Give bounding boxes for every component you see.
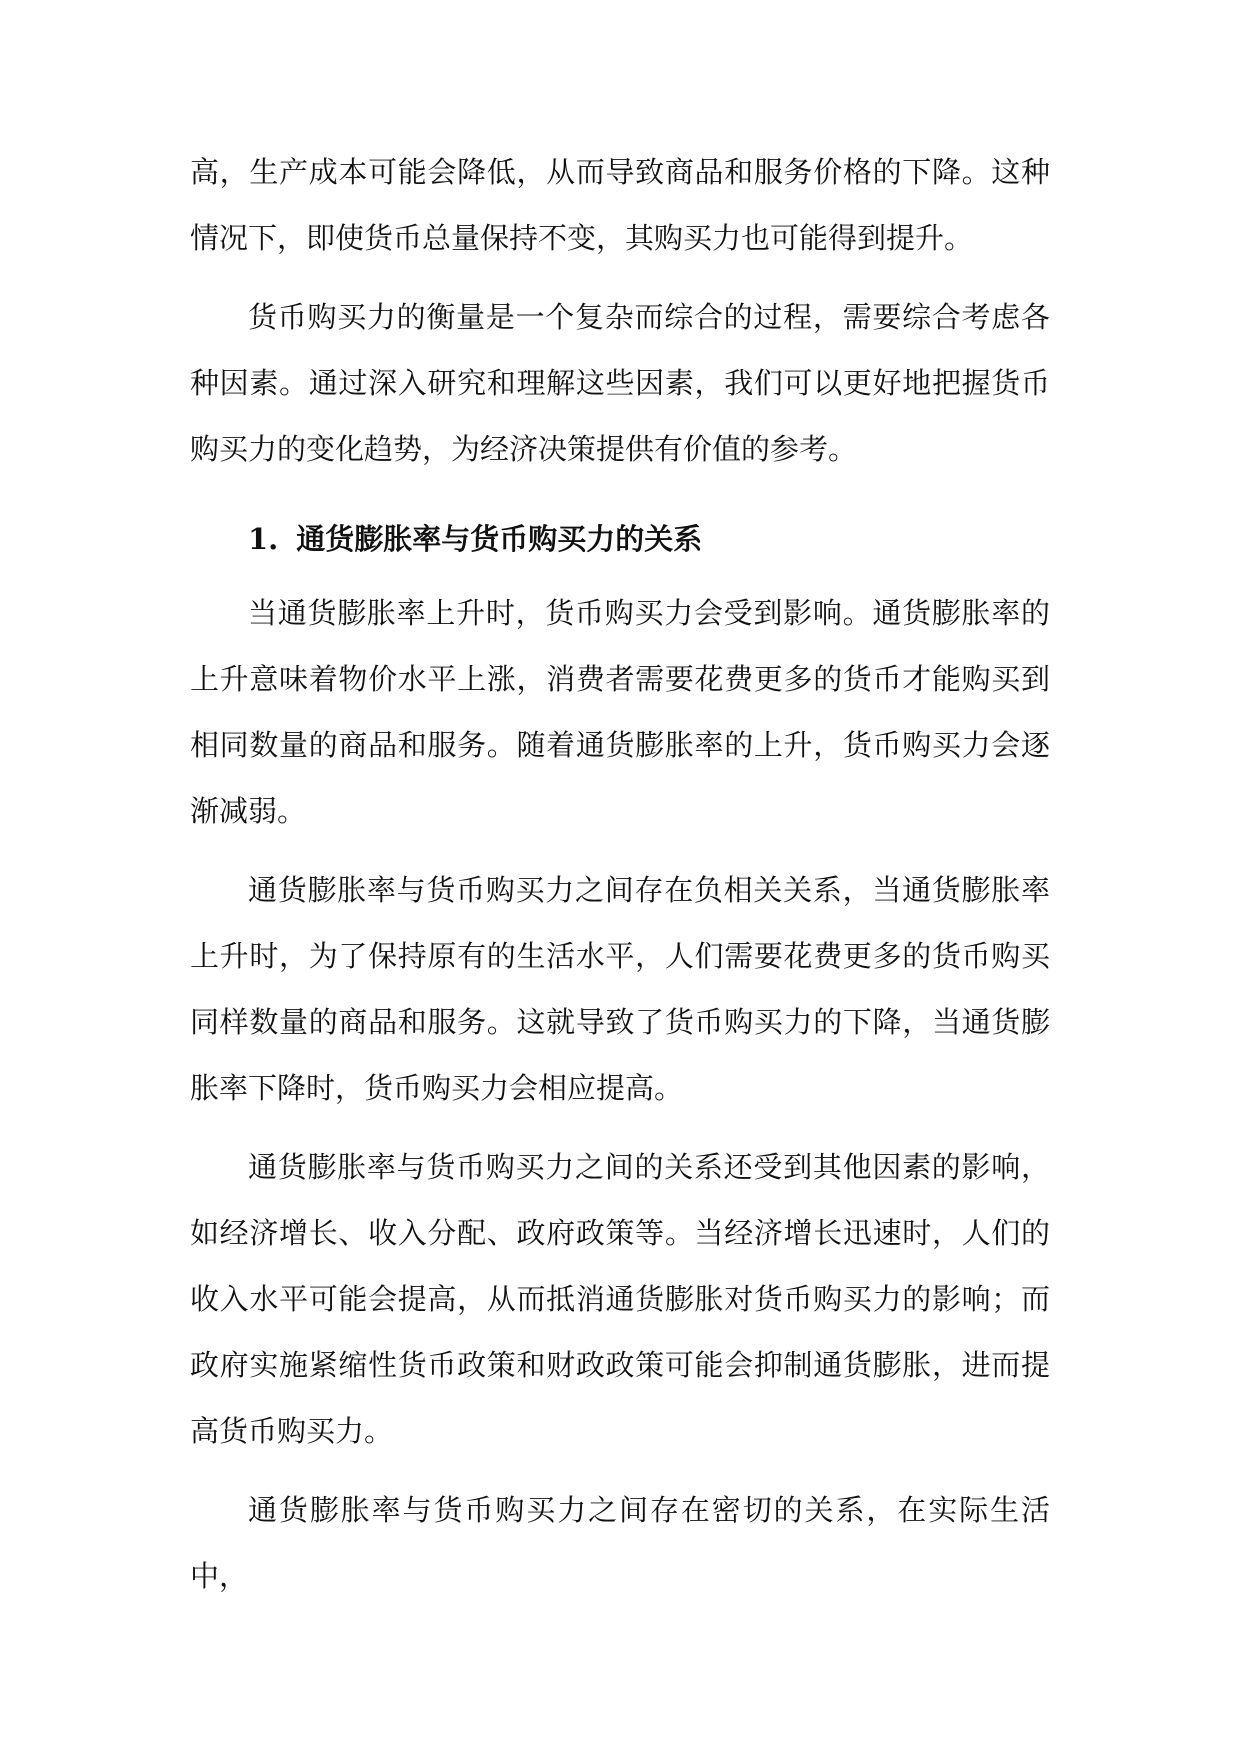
section-title: 通货膨胀率与货币购买力的关系 bbox=[296, 522, 703, 556]
paragraph-other-factors: 通货膨胀率与货币购买力之间的关系还受到其他因素的影响，如经济增长、收入分配、政府政策等。当经济增长迅速时，人们的收入水平可能会提高，从而抵消通货膨胀对货币购买力的影响；而政府实施紧缩性货币政策和财政政策可能会抑制通货膨胀，进而提高货币购买力。 bbox=[190, 1150, 1050, 1448]
paragraph-inflation-rise: 当通货膨胀率上升时，货币购买力会受到影响。通货膨胀率的上升意味着物价水平上涨，消费者需要花费更多的货币才能购买到相同数量的商品和服务。随着通货膨胀率的上升，货币购买力会逐渐减弱。 bbox=[190, 596, 1050, 828]
paragraph-measurement: 货币购买力的衡量是一个复杂而综合的过程，需要综合考虑各种因素。通过深入研究和理解这些因素，我们可以更好地把握货币购买力的变化趋势，为经济决策提供有价值的参考。 bbox=[190, 300, 1050, 466]
paragraph-close-relation: 通货膨胀率与货币购买力之间存在密切的关系，在实际生活中， bbox=[190, 1493, 1050, 1593]
section-number: 1. bbox=[248, 522, 279, 556]
section-heading bbox=[190, 506, 1050, 572]
paragraph-continuation: 高，生产成本可能会降低，从而导致商品和服务价格的下降。这种情况下，即使货币总量保持不变，其购买力也可能得到提升。 bbox=[190, 155, 1050, 255]
document-page bbox=[190, 139, 1050, 1622]
paragraph-negative-correlation: 通货膨胀率与货币购买力之间存在负相关关系，当通货膨胀率上升时，为了保持原有的生活水平，人们需要花费更多的货币购买同样数量的商品和服务。这就导致了货币购买力的下降，当通货膨胀率下降时，货币购买力会相应提高。 bbox=[190, 873, 1050, 1105]
